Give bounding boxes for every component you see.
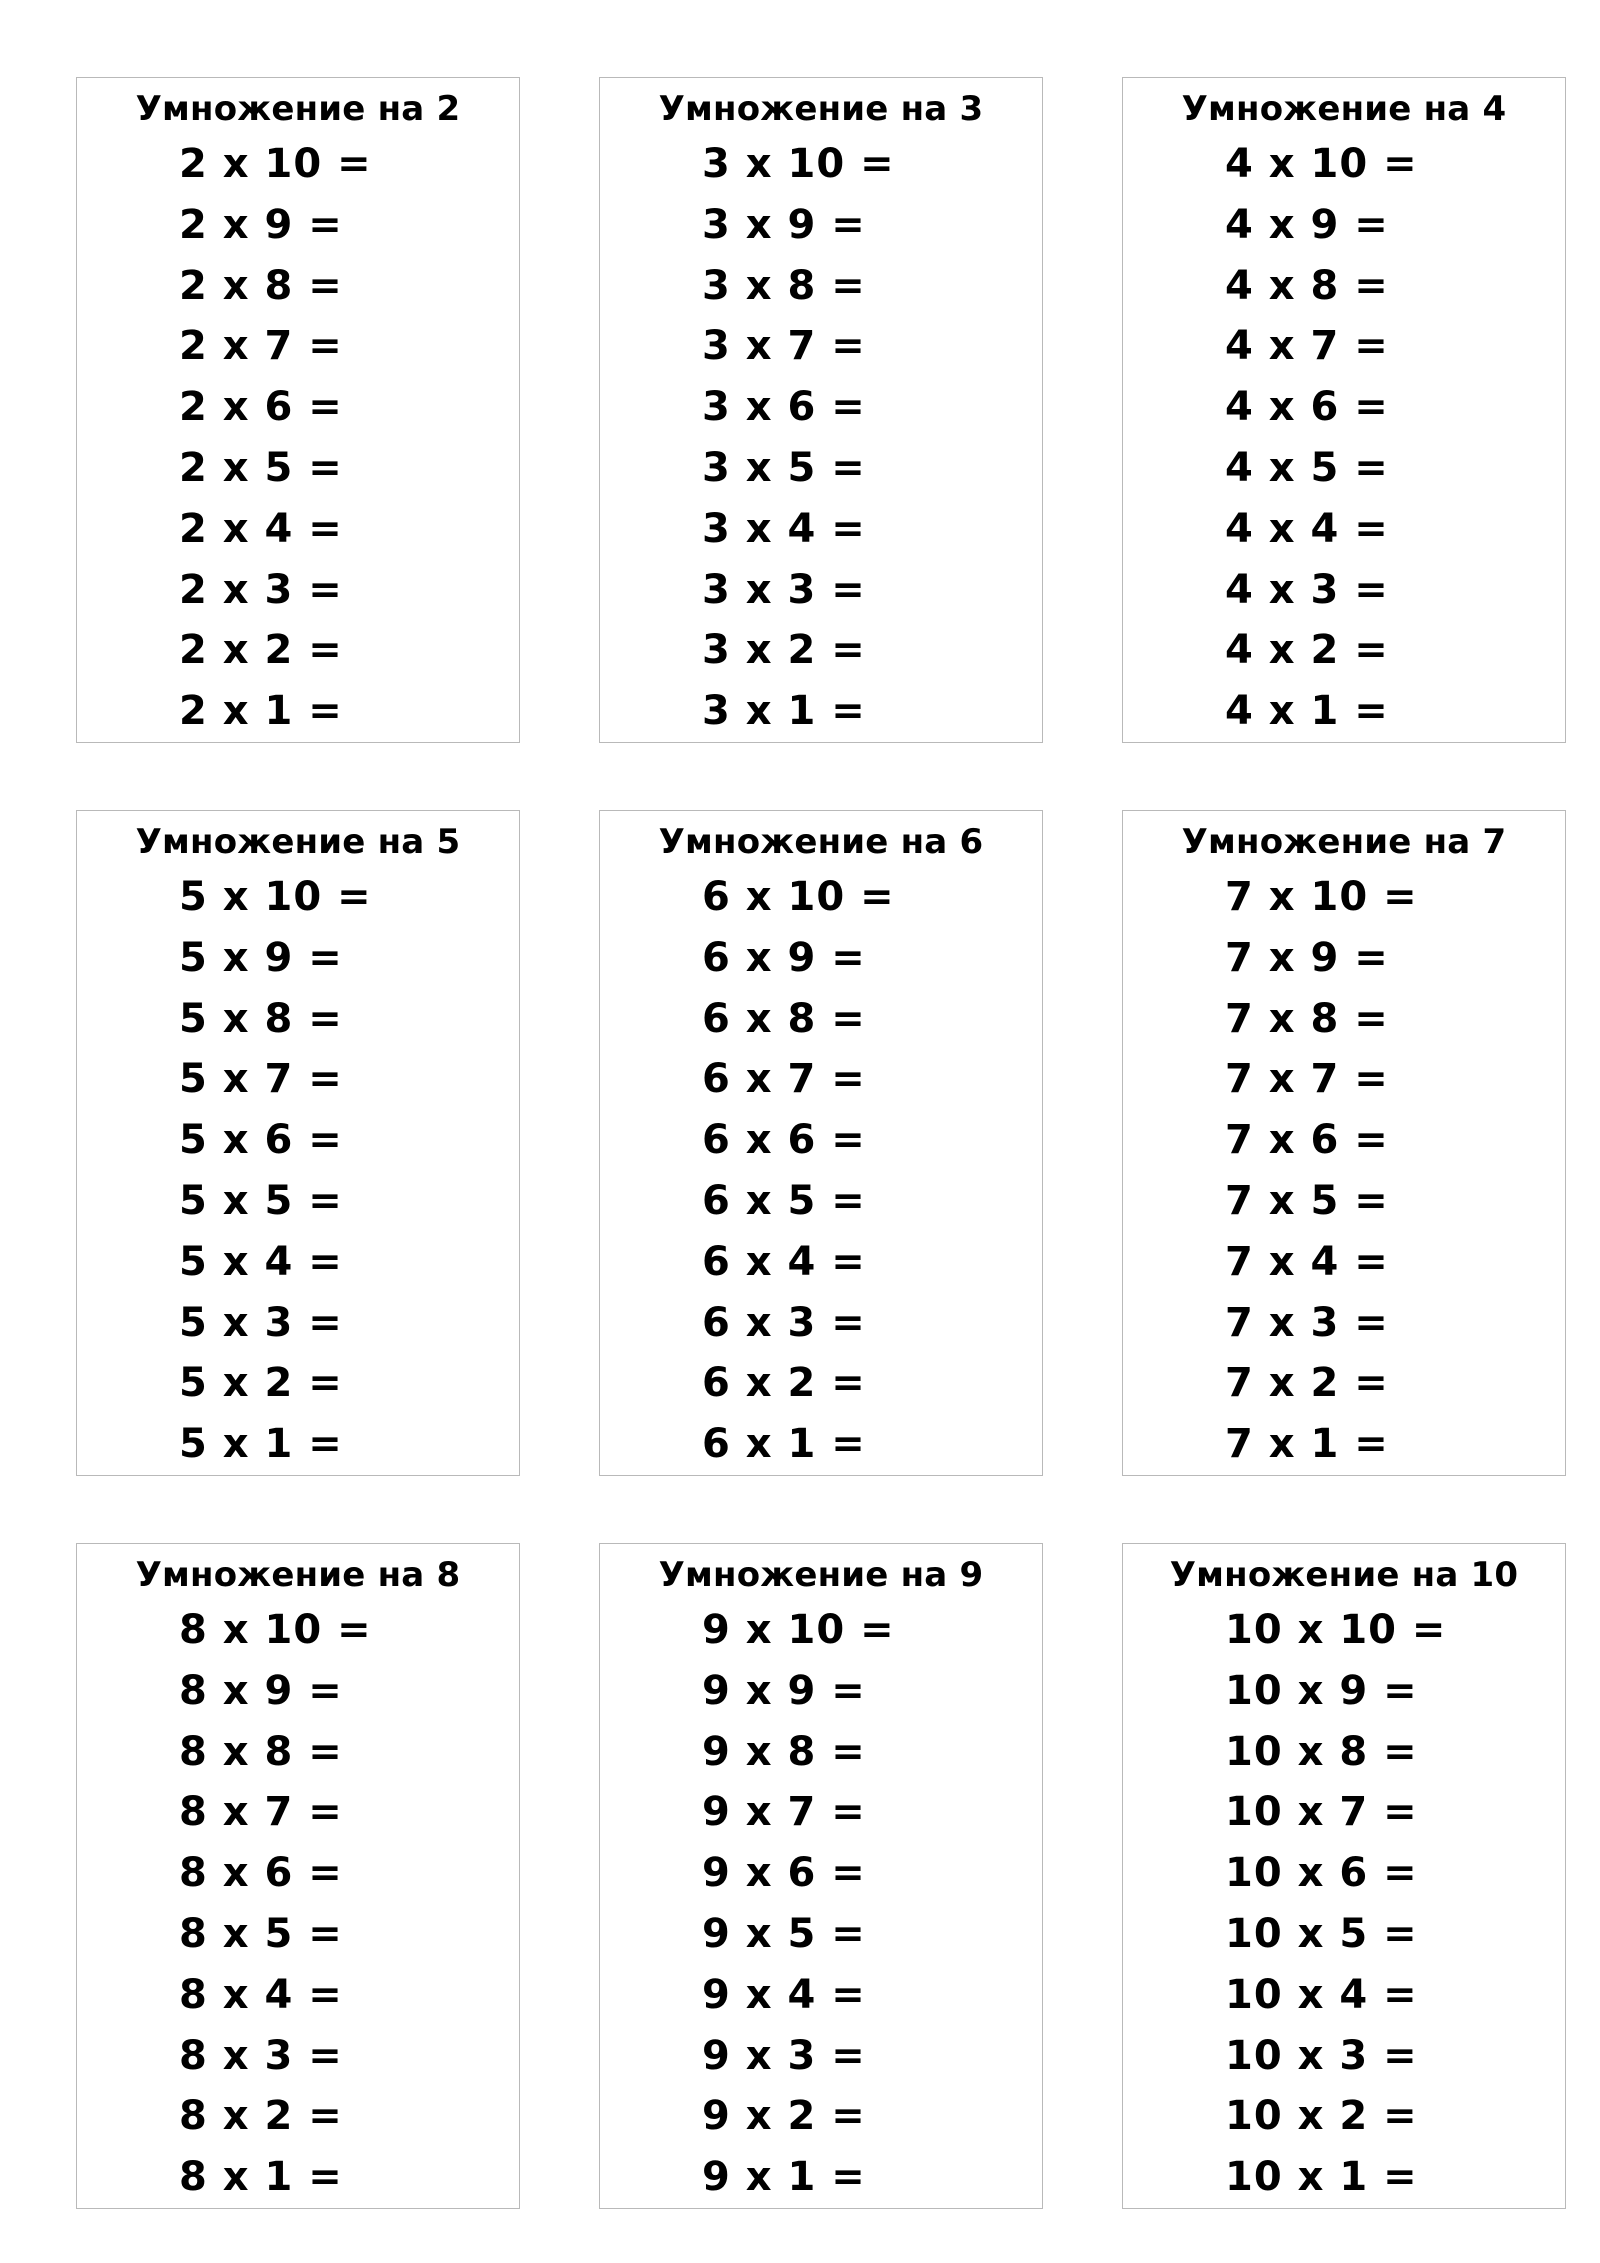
fact-row: 7 x 7 = xyxy=(1225,1056,1389,1103)
fact-row: 4 x 5 = xyxy=(1225,444,1389,491)
fact-row: 2 x 8 = xyxy=(179,262,343,309)
fact-row: 5 x 2 = xyxy=(179,1360,343,1407)
fact-row: 4 x 2 = xyxy=(1225,627,1389,674)
fact-row: 9 x 6 = xyxy=(702,1850,866,1897)
table-card-6 xyxy=(599,810,1043,1476)
fact-row: 3 x 8 = xyxy=(702,262,866,309)
fact-row: 8 x 8 = xyxy=(179,1728,343,1775)
fact-row: 7 x 1 = xyxy=(1225,1421,1389,1468)
card-title: Умножение на 6 xyxy=(658,822,984,862)
table-card-7 xyxy=(1122,810,1566,1476)
fact-row: 4 x 7 = xyxy=(1225,323,1389,370)
fact-list xyxy=(77,1600,519,2208)
fact-row: 10 x 5 = xyxy=(1225,1910,1418,1957)
fact-row: 3 x 10 = xyxy=(702,141,895,187)
card-title: Умножение на 9 xyxy=(658,1555,984,1595)
fact-row: 3 x 4 = xyxy=(702,505,866,552)
fact-list xyxy=(77,134,519,742)
fact-row: 8 x 2 = xyxy=(179,2093,343,2140)
fact-row: 4 x 4 = xyxy=(1225,505,1389,552)
fact-row: 5 x 6 = xyxy=(179,1117,343,1164)
fact-row: 4 x 9 = xyxy=(1225,201,1389,248)
fact-row: 7 x 10 = xyxy=(1225,874,1418,920)
fact-row: 9 x 8 = xyxy=(702,1728,866,1775)
fact-row: 7 x 8 = xyxy=(1225,995,1389,1042)
fact-row: 7 x 5 = xyxy=(1225,1177,1389,1224)
fact-row: 6 x 3 = xyxy=(702,1299,866,1346)
multiplication-tables-grid xyxy=(76,77,1566,2209)
fact-row: 8 x 10 = xyxy=(179,1607,372,1653)
fact-row: 10 x 4 = xyxy=(1225,1971,1418,2018)
fact-row: 2 x 2 = xyxy=(179,627,343,674)
fact-row: 7 x 6 = xyxy=(1225,1117,1389,1164)
fact-row: 10 x 3 = xyxy=(1225,2032,1418,2079)
table-card-9 xyxy=(599,1543,1043,2209)
fact-row: 9 x 9 = xyxy=(702,1667,866,1714)
card-title: Умножение на 3 xyxy=(658,89,984,129)
fact-row: 7 x 3 = xyxy=(1225,1299,1389,1346)
fact-row: 7 x 2 = xyxy=(1225,1360,1389,1407)
fact-row: 2 x 7 = xyxy=(179,323,343,370)
fact-row: 3 x 7 = xyxy=(702,323,866,370)
fact-row: 5 x 1 = xyxy=(179,1421,343,1468)
fact-row: 10 x 8 = xyxy=(1225,1728,1418,1775)
fact-row: 8 x 7 = xyxy=(179,1789,343,1836)
fact-row: 9 x 3 = xyxy=(702,2032,866,2079)
fact-list xyxy=(600,1600,1042,2208)
fact-row: 10 x 7 = xyxy=(1225,1789,1418,1836)
fact-list xyxy=(77,867,519,1475)
fact-row: 10 x 9 = xyxy=(1225,1667,1418,1714)
fact-row: 5 x 3 = xyxy=(179,1299,343,1346)
fact-row: 6 x 2 = xyxy=(702,1360,866,1407)
table-card-8 xyxy=(76,1543,520,2209)
fact-row: 3 x 9 = xyxy=(702,201,866,248)
fact-row: 3 x 2 = xyxy=(702,627,866,674)
fact-list xyxy=(1123,1600,1565,2208)
fact-row: 3 x 5 = xyxy=(702,444,866,491)
fact-row: 10 x 10 = xyxy=(1225,1607,1447,1653)
card-title: Умножение на 8 xyxy=(135,1555,461,1595)
fact-row: 7 x 9 = xyxy=(1225,934,1389,981)
table-card-3 xyxy=(599,77,1043,743)
fact-row: 10 x 1 = xyxy=(1225,2154,1418,2201)
fact-row: 5 x 8 = xyxy=(179,995,343,1042)
fact-row: 8 x 5 = xyxy=(179,1910,343,1957)
fact-row: 5 x 10 = xyxy=(179,874,372,920)
fact-row: 8 x 6 = xyxy=(179,1850,343,1897)
table-card-10 xyxy=(1122,1543,1566,2209)
fact-row: 6 x 6 = xyxy=(702,1117,866,1164)
fact-row: 6 x 4 = xyxy=(702,1238,866,1285)
fact-row: 2 x 5 = xyxy=(179,444,343,491)
fact-row: 6 x 10 = xyxy=(702,874,895,920)
fact-row: 5 x 7 = xyxy=(179,1056,343,1103)
fact-row: 3 x 6 = xyxy=(702,384,866,431)
table-card-2 xyxy=(76,77,520,743)
fact-row: 6 x 7 = xyxy=(702,1056,866,1103)
fact-row: 5 x 4 = xyxy=(179,1238,343,1285)
fact-row: 2 x 4 = xyxy=(179,505,343,552)
fact-list xyxy=(600,134,1042,742)
fact-row: 9 x 2 = xyxy=(702,2093,866,2140)
card-title: Умножение на 4 xyxy=(1181,89,1507,129)
fact-row: 4 x 3 = xyxy=(1225,566,1389,613)
card-title: Умножение на 7 xyxy=(1181,822,1507,862)
fact-list xyxy=(600,867,1042,1475)
fact-row: 8 x 9 = xyxy=(179,1667,343,1714)
fact-row: 8 x 4 = xyxy=(179,1971,343,2018)
fact-row: 10 x 2 = xyxy=(1225,2093,1418,2140)
fact-row: 6 x 8 = xyxy=(702,995,866,1042)
table-card-5 xyxy=(76,810,520,1476)
fact-row: 9 x 4 = xyxy=(702,1971,866,2018)
fact-row: 7 x 4 = xyxy=(1225,1238,1389,1285)
fact-row: 5 x 5 = xyxy=(179,1177,343,1224)
fact-row: 3 x 3 = xyxy=(702,566,866,613)
fact-row: 9 x 7 = xyxy=(702,1789,866,1836)
fact-row: 4 x 1 = xyxy=(1225,688,1389,735)
fact-row: 8 x 3 = xyxy=(179,2032,343,2079)
fact-row: 2 x 10 = xyxy=(179,141,372,187)
card-title: Умножение на 2 xyxy=(135,89,461,129)
card-title: Умножение на 5 xyxy=(135,822,461,862)
fact-row: 9 x 1 = xyxy=(702,2154,866,2201)
fact-row: 4 x 10 = xyxy=(1225,141,1418,187)
fact-row: 2 x 1 = xyxy=(179,688,343,735)
fact-row: 6 x 1 = xyxy=(702,1421,866,1468)
fact-row: 9 x 5 = xyxy=(702,1910,866,1957)
table-card-4 xyxy=(1122,77,1566,743)
fact-row: 2 x 6 = xyxy=(179,384,343,431)
fact-row: 5 x 9 = xyxy=(179,934,343,981)
fact-row: 10 x 6 = xyxy=(1225,1850,1418,1897)
fact-row: 9 x 10 = xyxy=(702,1607,895,1653)
fact-row: 3 x 1 = xyxy=(702,688,866,735)
fact-row: 6 x 9 = xyxy=(702,934,866,981)
fact-list xyxy=(1123,867,1565,1475)
fact-row: 6 x 5 = xyxy=(702,1177,866,1224)
fact-list xyxy=(1123,134,1565,742)
fact-row: 4 x 6 = xyxy=(1225,384,1389,431)
fact-row: 2 x 9 = xyxy=(179,201,343,248)
card-title: Умножение на 10 xyxy=(1169,1555,1519,1595)
fact-row: 8 x 1 = xyxy=(179,2154,343,2201)
fact-row: 2 x 3 = xyxy=(179,566,343,613)
fact-row: 4 x 8 = xyxy=(1225,262,1389,309)
